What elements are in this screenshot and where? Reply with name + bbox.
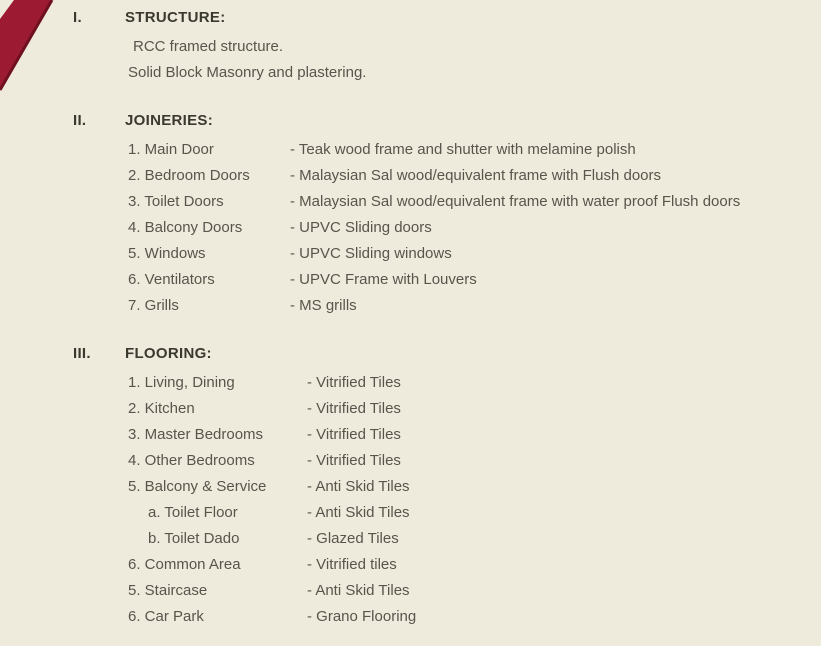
spec-row	[128, 163, 801, 189]
spec-row	[128, 474, 801, 500]
spec-item-label: 4. Other Bedrooms	[128, 452, 255, 469]
section-body	[128, 137, 801, 319]
section-title: STRUCTURE:	[125, 9, 226, 26]
spec-item-value: - UPVC Frame with Louvers	[290, 271, 477, 288]
spec-item-value: - UPVC Sliding doors	[290, 219, 432, 236]
spec-item-value: - Vitrified tiles	[307, 556, 397, 573]
spec-item-value: - Vitrified Tiles	[307, 374, 401, 391]
spec-item-label: 4. Balcony Doors	[128, 219, 243, 236]
spec-item-value: - Vitrified Tiles	[307, 452, 401, 469]
spec-item-label: 3. Toilet Doors	[128, 193, 224, 210]
spec-item-value: - Anti Skid Tiles	[307, 478, 410, 495]
spec-row	[128, 189, 801, 215]
spec-item-value: - Anti Skid Tiles	[307, 582, 410, 599]
spec-row	[128, 526, 801, 552]
spec-row	[128, 448, 801, 474]
spec-row	[128, 137, 801, 163]
section-heading	[73, 341, 801, 367]
section-structure	[73, 5, 801, 86]
section-heading	[73, 5, 801, 31]
section-flooring	[73, 341, 801, 630]
spec-item-value: - Grano Flooring	[307, 608, 417, 625]
spec-item-label: 6. Car Park	[128, 608, 204, 625]
spec-item-value: - Glazed Tiles	[307, 530, 399, 547]
spec-row	[128, 578, 801, 604]
section-title: FLOORING:	[125, 345, 212, 362]
spec-item-label: 7. Grills	[128, 297, 179, 314]
spec-row	[128, 267, 801, 293]
spec-item-label: 5. Balcony & Service	[128, 478, 267, 495]
spec-item-value: - Malaysian Sal wood/equivalent frame with Flush doors	[290, 167, 662, 184]
spec-item-label: a. Toilet Floor	[148, 504, 238, 521]
section-numeral: II.	[73, 112, 87, 129]
spec-row	[128, 552, 801, 578]
spec-row	[128, 215, 801, 241]
spec-row	[128, 241, 801, 267]
section-body	[128, 34, 801, 86]
spec-item-label: 3. Master Bedrooms	[128, 426, 264, 443]
spec-item-label: 5. Staircase	[128, 582, 208, 599]
structure-line: RCC framed structure.	[133, 38, 284, 55]
section-title: JOINERIES:	[125, 112, 214, 129]
spec-item-label: 2. Bedroom Doors	[128, 167, 250, 184]
spec-item-label: 1. Main Door	[128, 141, 214, 158]
spec-row	[128, 396, 801, 422]
spec-item-value: - UPVC Sliding windows	[290, 245, 452, 262]
section-joineries	[73, 108, 801, 319]
spec-item-value: - Vitrified Tiles	[307, 400, 401, 417]
structure-line: Solid Block Masonry and plastering.	[128, 64, 367, 81]
spec-row	[128, 500, 801, 526]
spec-item-label: 5. Windows	[128, 245, 206, 262]
spec-item-value: - Teak wood frame and shutter with melamine polish	[290, 141, 636, 158]
spec-item-value: - Vitrified Tiles	[307, 426, 401, 443]
spec-item-label: 2. Kitchen	[128, 400, 195, 417]
spec-row	[128, 422, 801, 448]
spec-item-label: 6. Ventilators	[128, 271, 215, 288]
spec-item-label: 1. Living, Dining	[128, 374, 235, 391]
spec-row	[128, 604, 801, 630]
spec-item-value: - Anti Skid Tiles	[307, 504, 410, 521]
spec-item-value: - MS grills	[290, 297, 357, 314]
spec-row	[128, 293, 801, 319]
section-numeral: III.	[73, 345, 91, 362]
spec-item-label: 6. Common Area	[128, 556, 241, 573]
section-body	[128, 370, 801, 630]
spec-item-value: - Malaysian Sal wood/equivalent frame with water proof Flush doors	[290, 193, 741, 210]
section-numeral: I.	[73, 9, 82, 26]
spec-item-label: b. Toilet Dado	[148, 530, 240, 547]
spec-row	[128, 370, 801, 396]
section-heading	[73, 108, 801, 134]
